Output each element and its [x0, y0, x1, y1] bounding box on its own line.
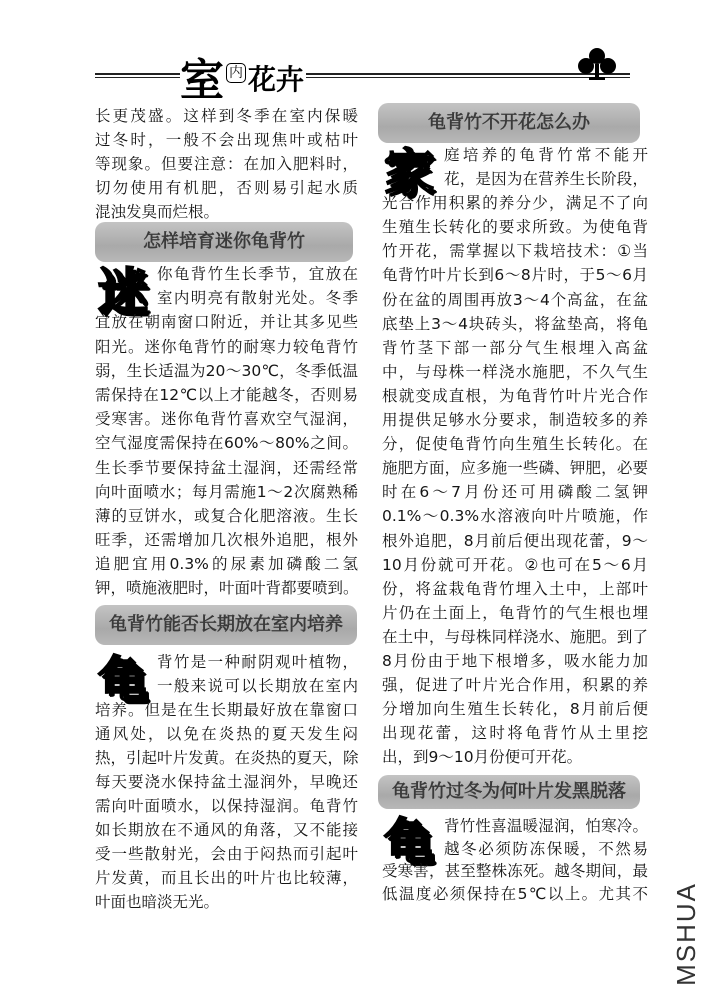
text-line: 宜放在朝南窗口附近，并让其多见些	[95, 313, 358, 332]
text-line: 受一些散射光，会由于闷热而引起叶	[95, 845, 358, 863]
text-line: 向叶面喷水；每月需施1～2次腐熟稀	[95, 482, 358, 501]
section-heading: 龟背竹过冬为何叶片发黑脱落	[378, 775, 640, 809]
text-line: 越冬必须防冻保暖，不然易	[444, 839, 648, 858]
text-line: 空气湿度需保持在60%～80%之间。	[95, 434, 358, 453]
text-line: 背竹茎下部一部分气生根埋入高盆	[382, 338, 648, 357]
text-line: 混浊发臭而烂根。	[95, 203, 220, 221]
text-line: 施肥方面，应多施一些磷、钾肥，必要	[382, 459, 648, 478]
text-line: 片发黄，而且长出的叶片也比较薄，	[95, 869, 358, 887]
section-body	[95, 650, 358, 914]
section-body	[95, 262, 358, 601]
text-line: 追肥宜用0.3%的尿素加磷酸二氢	[95, 555, 358, 574]
text-line: 旺季，还需增加几次根外追肥，根外	[95, 531, 358, 550]
text-line: 长更茂盛。这样到冬季在室内保暖	[95, 107, 358, 125]
text-line: 叶面也暗淡无光。	[95, 893, 220, 911]
text-line: 0.1%～0.3%水溶液向叶片喷施，作	[382, 507, 648, 526]
text-line: 片仍在土面上，龟背竹的气生根也埋	[382, 603, 648, 622]
drop-cap: 龟	[384, 813, 434, 871]
text-line: 根外追肥，8月前后便出现花蕾，9～	[382, 531, 648, 550]
section-body	[382, 143, 648, 769]
text-line: 阳光。迷你龟背竹的耐寒力较龟背竹	[95, 337, 358, 356]
header-title-boxed: 内	[226, 63, 246, 83]
text-line: 切勿使用有机肥，否则易引起水质	[95, 179, 358, 197]
drop-cap: 龟	[98, 651, 148, 709]
text-line: 低温度必须保持在5℃以上。尤其不	[382, 884, 648, 903]
text-line: 庭培养的龟背竹常不能开	[444, 146, 648, 164]
text-line: 中，与母株一样浇水施肥，不久气生	[382, 362, 648, 381]
section-heading: 龟背竹不开花怎么办	[378, 103, 640, 143]
text-line: 花，是因为在营养生长阶段，	[444, 170, 648, 189]
text-line: 出现花蕾，这时将龟背竹从土里挖	[382, 724, 648, 743]
text-line: 背竹是一种耐阴观叶植物，	[157, 653, 358, 671]
text-line: 一般来说可以长期放在室内	[157, 677, 358, 695]
text-line: 龟背竹叶片长到6～8片时，于5～6月	[382, 266, 648, 285]
drop-cap: 家	[384, 144, 434, 202]
text-line: 底垫上3～4块砖头，将盆垫高，将龟	[382, 314, 648, 333]
header-title-big: 室	[180, 55, 224, 106]
text-line: 受寒害。迷你龟背竹喜欢空气湿润，	[95, 410, 358, 429]
text-line: 用提供足够水分要求，制造较多的养	[382, 411, 648, 430]
text-line: 生长季节要保持盆土湿润，还需经常	[95, 458, 358, 477]
text-line: 需向叶面喷水，以保持湿润。龟背竹	[95, 797, 358, 815]
text-line: 分增加向生殖生长转化，8月前后便	[382, 700, 648, 719]
text-line: 热，引起叶片发黄。在炎热的夏天，除	[95, 749, 359, 767]
text-line: 室内明亮有散射光处。冬季	[157, 289, 358, 308]
text-line: 出，到9～10月份便可开花。	[382, 748, 583, 767]
text-line: 等现象。但要注意：在加入肥料时，	[95, 155, 358, 173]
text-line: 强，促进了叶片光合作用，积累的养	[382, 676, 648, 695]
text-line: 需保持在12℃以上才能越冬，否则易	[95, 385, 358, 404]
header-title-rest: 花卉	[248, 63, 305, 96]
drop-cap: 迷	[98, 263, 148, 321]
text-line: 你龟背竹生长季节，宜放在	[157, 265, 358, 283]
section-heading: 龟背竹能否长期放在室内培养	[95, 605, 357, 645]
club-flower-icon	[576, 46, 618, 82]
text-line: 8月份由于地下根增多，吸水能力加	[382, 651, 648, 670]
header-rule-left	[95, 73, 180, 78]
text-line: 时在6～7月份还可用磷酸二氢钾	[382, 483, 648, 502]
text-line: 10月份就可开花。②也可在5～6月	[382, 555, 648, 574]
text-line: 通风处，以免在炎热的夏天发生闷	[95, 725, 358, 743]
text-line: 薄的豆饼水，或复合化肥溶液。生长	[95, 506, 358, 525]
text-line: 生殖生长转化的要求所致。为使龟背	[382, 218, 648, 237]
text-line: 光合作用积累的养分少，满足不了向	[382, 194, 648, 213]
text-line: 受寒害，甚至整株冻死。越冬期间，最	[382, 862, 648, 880]
text-line: 在土中，与母株同样浇水、施肥。到了	[382, 627, 648, 646]
text-line: 竹开花，需掌握以下栽培技术：①当	[382, 242, 648, 261]
section-heading: 怎样培育迷你龟背竹	[95, 222, 353, 262]
text-line: 根就变成直根，为龟背竹叶片光合作	[382, 386, 648, 405]
text-line: 弱，生长适温为20～30℃，冬季低温	[95, 361, 358, 380]
text-line: 钾，喷施液肥时，叶面叶背都要喷到。	[95, 579, 359, 598]
text-line: 背竹性喜温暖湿润，怕寒冷。	[444, 817, 648, 835]
text-line: 份，将盆栽龟背竹埋入土中，上部叶	[382, 579, 648, 598]
text-line: 培养。但是在生长期最好放在靠窗口	[95, 701, 358, 719]
text-line: 过冬时，一般不会出现焦叶或枯叶	[95, 131, 358, 149]
text-line: 份在盆的周围再放3～4个高盆，在盆	[382, 290, 648, 309]
text-line: 每天要浇水保持盆土湿润外，早晚还	[95, 773, 358, 791]
text-line: 如长期放在不通风的角落，又不能接	[95, 821, 358, 839]
text-line: 分，促使龟背竹向生殖生长转化。在	[382, 435, 648, 454]
section-body	[382, 815, 648, 905]
intro-paragraph	[95, 104, 358, 224]
watermark: MSHUA	[671, 882, 701, 986]
